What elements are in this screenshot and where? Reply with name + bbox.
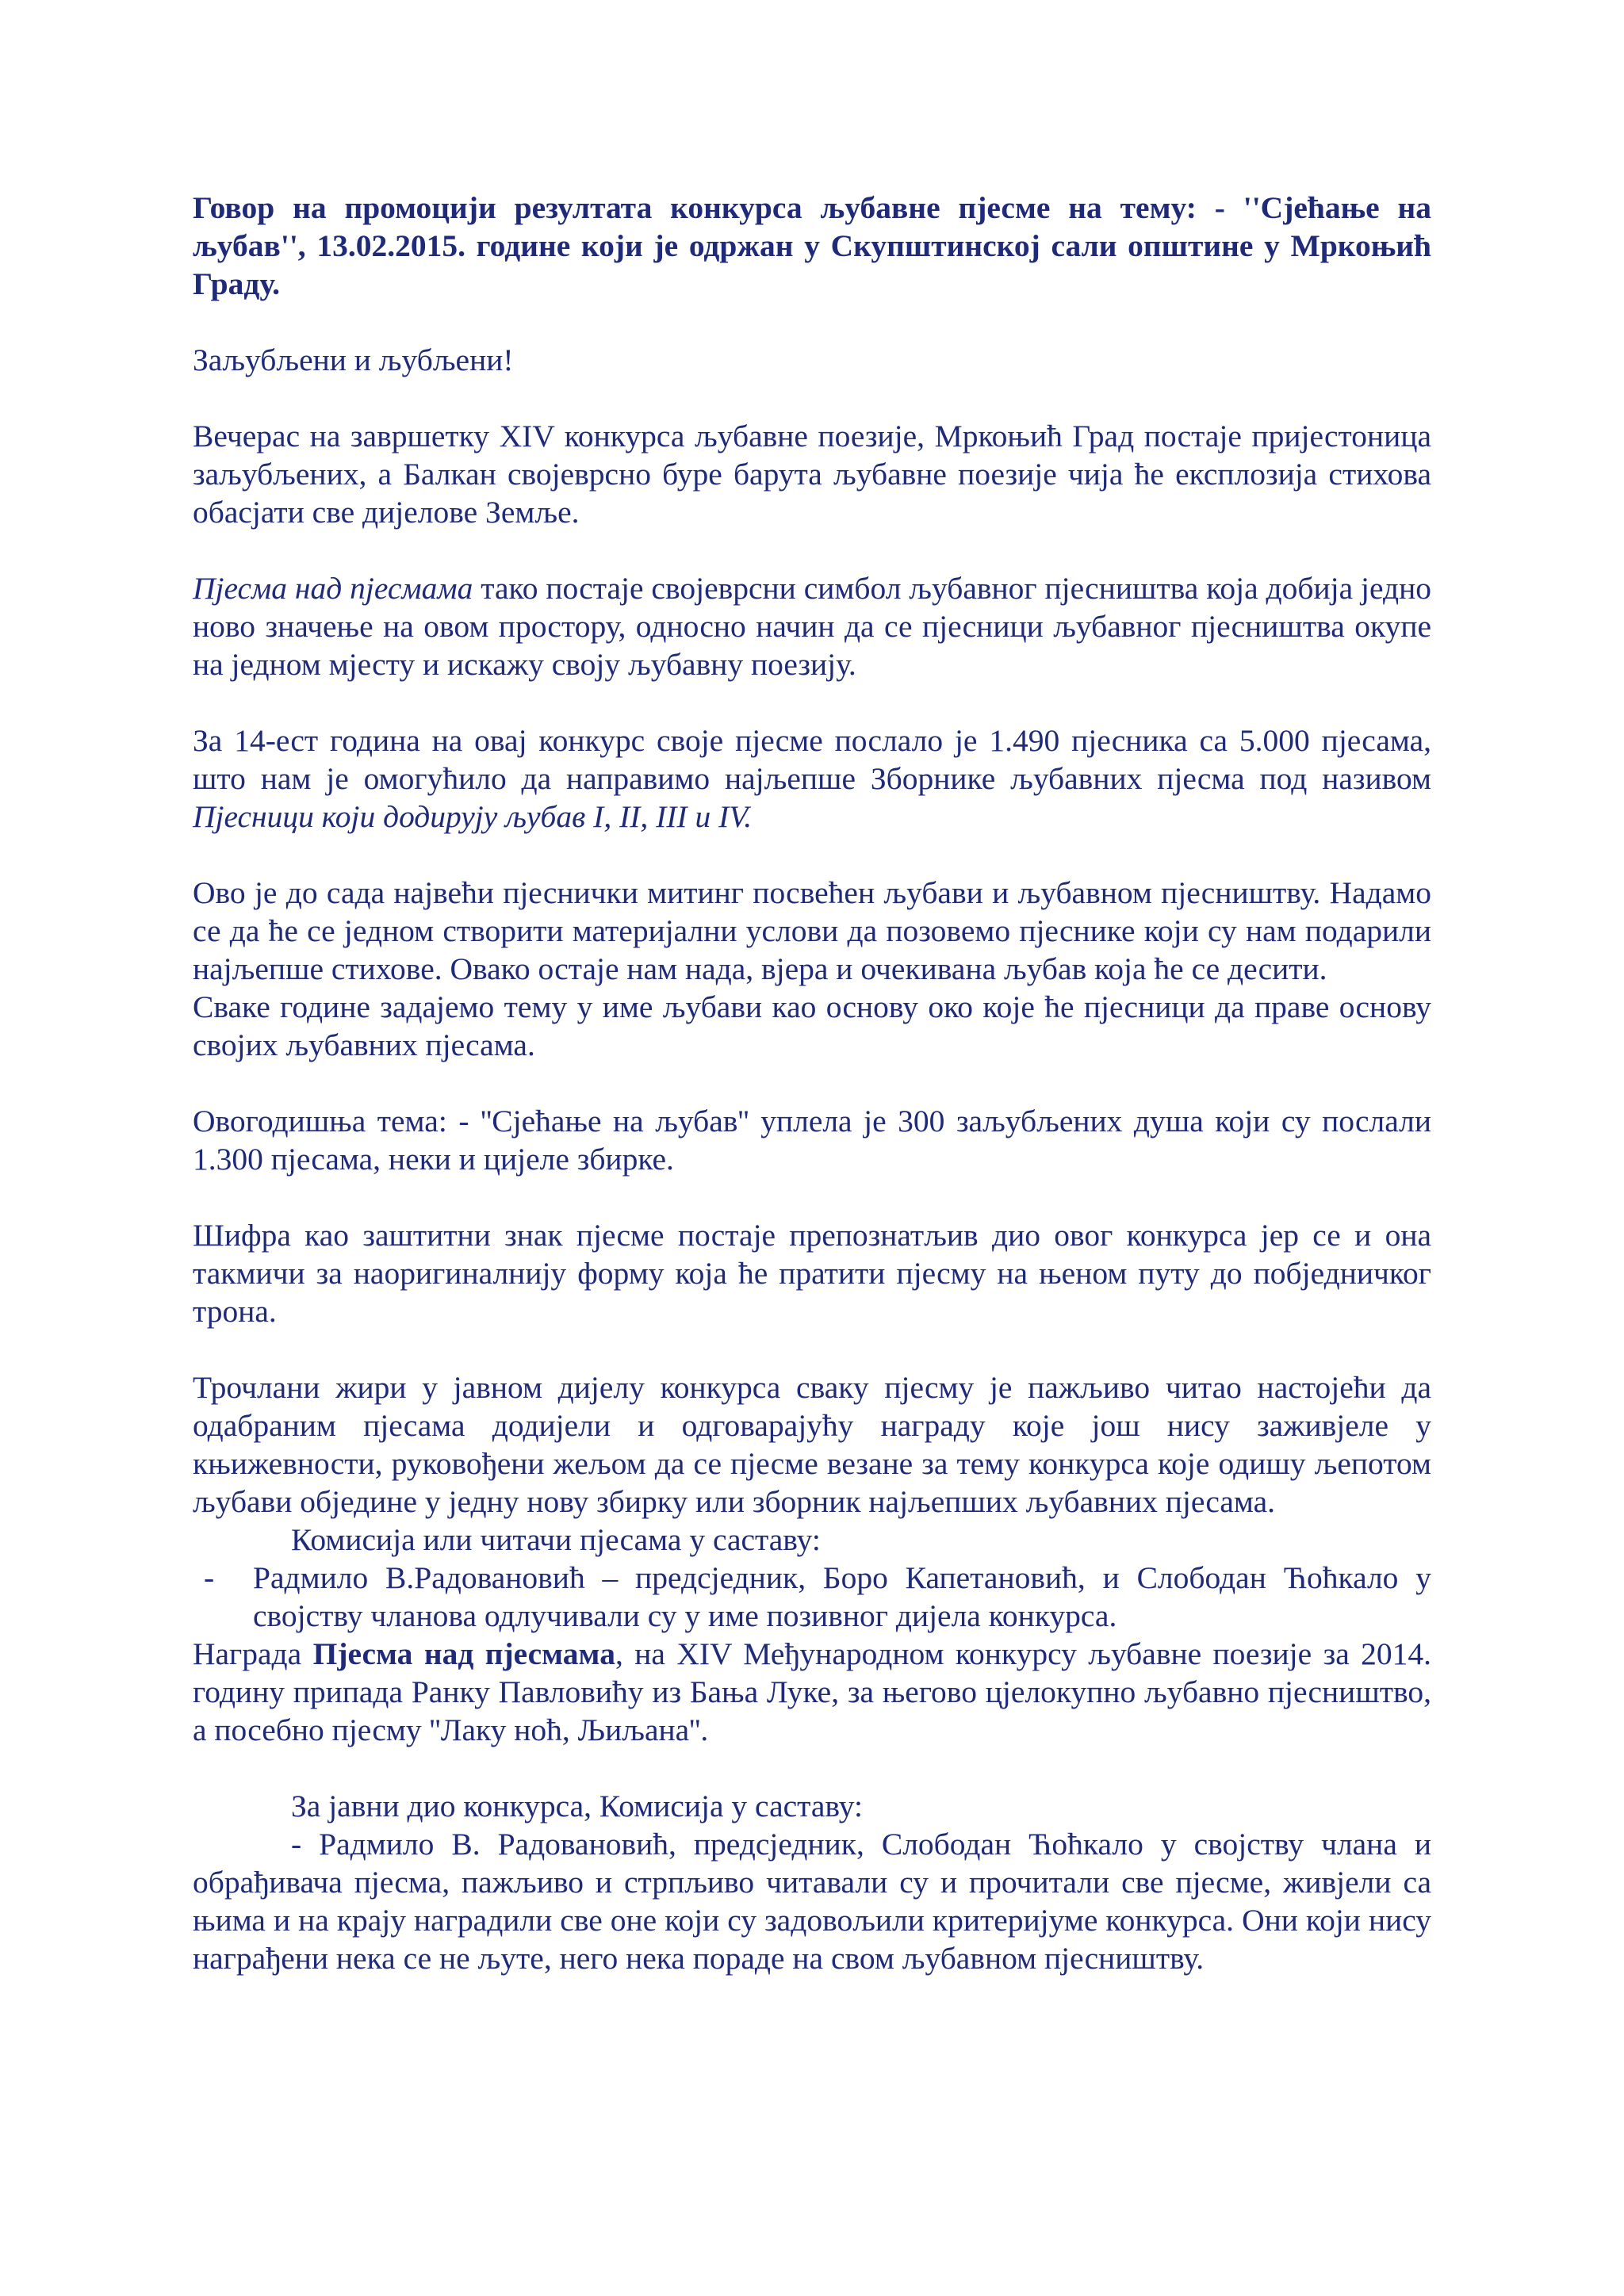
paragraph-8: Трочлани жири у јавном дијелу конкурса сваку пјесму је пажљиво читао настојећи да одабраним пјесама додијели и одговарајућу награду које још нису заживјеле у књижевности, руковођени жељом да се пјесме везане за тему конкурса које одишу љепотом љубави објединe у једну нову збирку или зборник најљепших љубавних пјесама. <box>193 1370 1431 1519</box>
paragraph-3-text: За 14-ест година на овај конкурс своје пјесме послало је 1.490 пјесника са 5.000 пјесама, што нам је омогућило да направимо најљепше Зборнике љубавних пјесма под називом <box>193 723 1431 796</box>
paragraph-5: Сваке године задајемо тему у име љубави као основу око које ће пјесници да праве основу својих љубавних пјесама. <box>193 989 1431 1062</box>
commission-list-item <box>193 1559 1431 1635</box>
paragraph-award <box>193 1635 1431 1749</box>
greeting: Заљубљени и љубљени! <box>193 342 514 377</box>
paragraph-4: Ово је до сада највећи пјеснички митинг посвећен љубави и љубавном пјесништву. Надамо се да ће се једном створити материјални услови да позовемо пјеснике који су нам подарили најљепше стихове. Овако остаје нам нада, вјера и очекивана љубав која ће се десити. <box>193 875 1431 986</box>
song-of-songs-italic: Пјесма над пјесмама <box>193 571 473 606</box>
document-title: Говор на промоцији резултата конкурса љубавне пјесме на тему: - ''Сјећање на љубав'', 13.02.2015. године који је одржан у Скупштинској сали општине у Мркоњић Граду. <box>193 190 1431 301</box>
paragraph-6: Овогодишња тема: - ''Сјећање на љубав'' уплела је 300 заљубљених душа који су послали 1.300 пјесама, неки и цијеле збирке. <box>193 1104 1431 1177</box>
public-part-heading: За јавни дио конкурса, Комисија у саставу: <box>291 1789 863 1823</box>
award-name-bold: Пјесма над пјесмама <box>312 1636 615 1671</box>
paragraph-1: Вечерас на завршетку XIV конкурса љубавне поезије, Мркоњић Град постаје пријестоница заљубљених, а Балкан својеврсно буре барута љубавне поезије чија ће експлозија стихова обасјати све дијелове Земље. <box>193 419 1431 530</box>
award-post: , на XIV Међународном конкурсу љубавне поезије за 2014. годину припада Ранку Павловићу из Бања Луке, за његово цјелокупно љубавно пјесништво, а посебно пјесму ''Лаку ноћ, Љиљана''. <box>193 1636 1432 1747</box>
paragraph-3 <box>193 721 1431 836</box>
commission-heading: Комисија или читачи пјесама у саставу: <box>291 1522 821 1557</box>
list-dash: - <box>204 1560 215 1595</box>
commission-list-text: Радмило В.Радовановић – предсједник, Боро Капетановић, и Слободан Ћоћкало у својству чланова одлучивали су у име позивног дијела конкурса. <box>253 1560 1431 1633</box>
paragraph-2 <box>193 569 1431 683</box>
paragraph-2-text: тако постаје својеврсни симбол љубавног пјесништва која добија једно ново значење на овом простору, односно начин да се пјесници љубавног пјесништва окупе на једном мјесту и искажу своју љубавну поезију. <box>193 571 1432 682</box>
anthology-title-italic: Пјесници који додирују љубав I, II, III и IV. <box>193 799 753 834</box>
paragraph-7: Шифра као заштитни знак пјесме постаје препознатљив дио овог конкурса јер се и она такмичи за наоригиналнију форму која ће пратити пјесму на њеном путу до побједничког трона. <box>193 1218 1431 1329</box>
document-page <box>193 189 1431 1977</box>
public-part-text: - Радмило В. Радовановић, предсједник, Слободан Ћоћкало у својству члана и обрађивача пјесма, пажљиво и стрпљиво читавали су и прочитали све пјесме, живјели са њима и на крају наградили све оне који су задовољили критеријуме конкурса. Они који нису награђени нека се не љуте, него нека пораде на свом љубавном пјесништву. <box>193 1827 1431 1976</box>
award-pre: Награда <box>193 1636 313 1671</box>
